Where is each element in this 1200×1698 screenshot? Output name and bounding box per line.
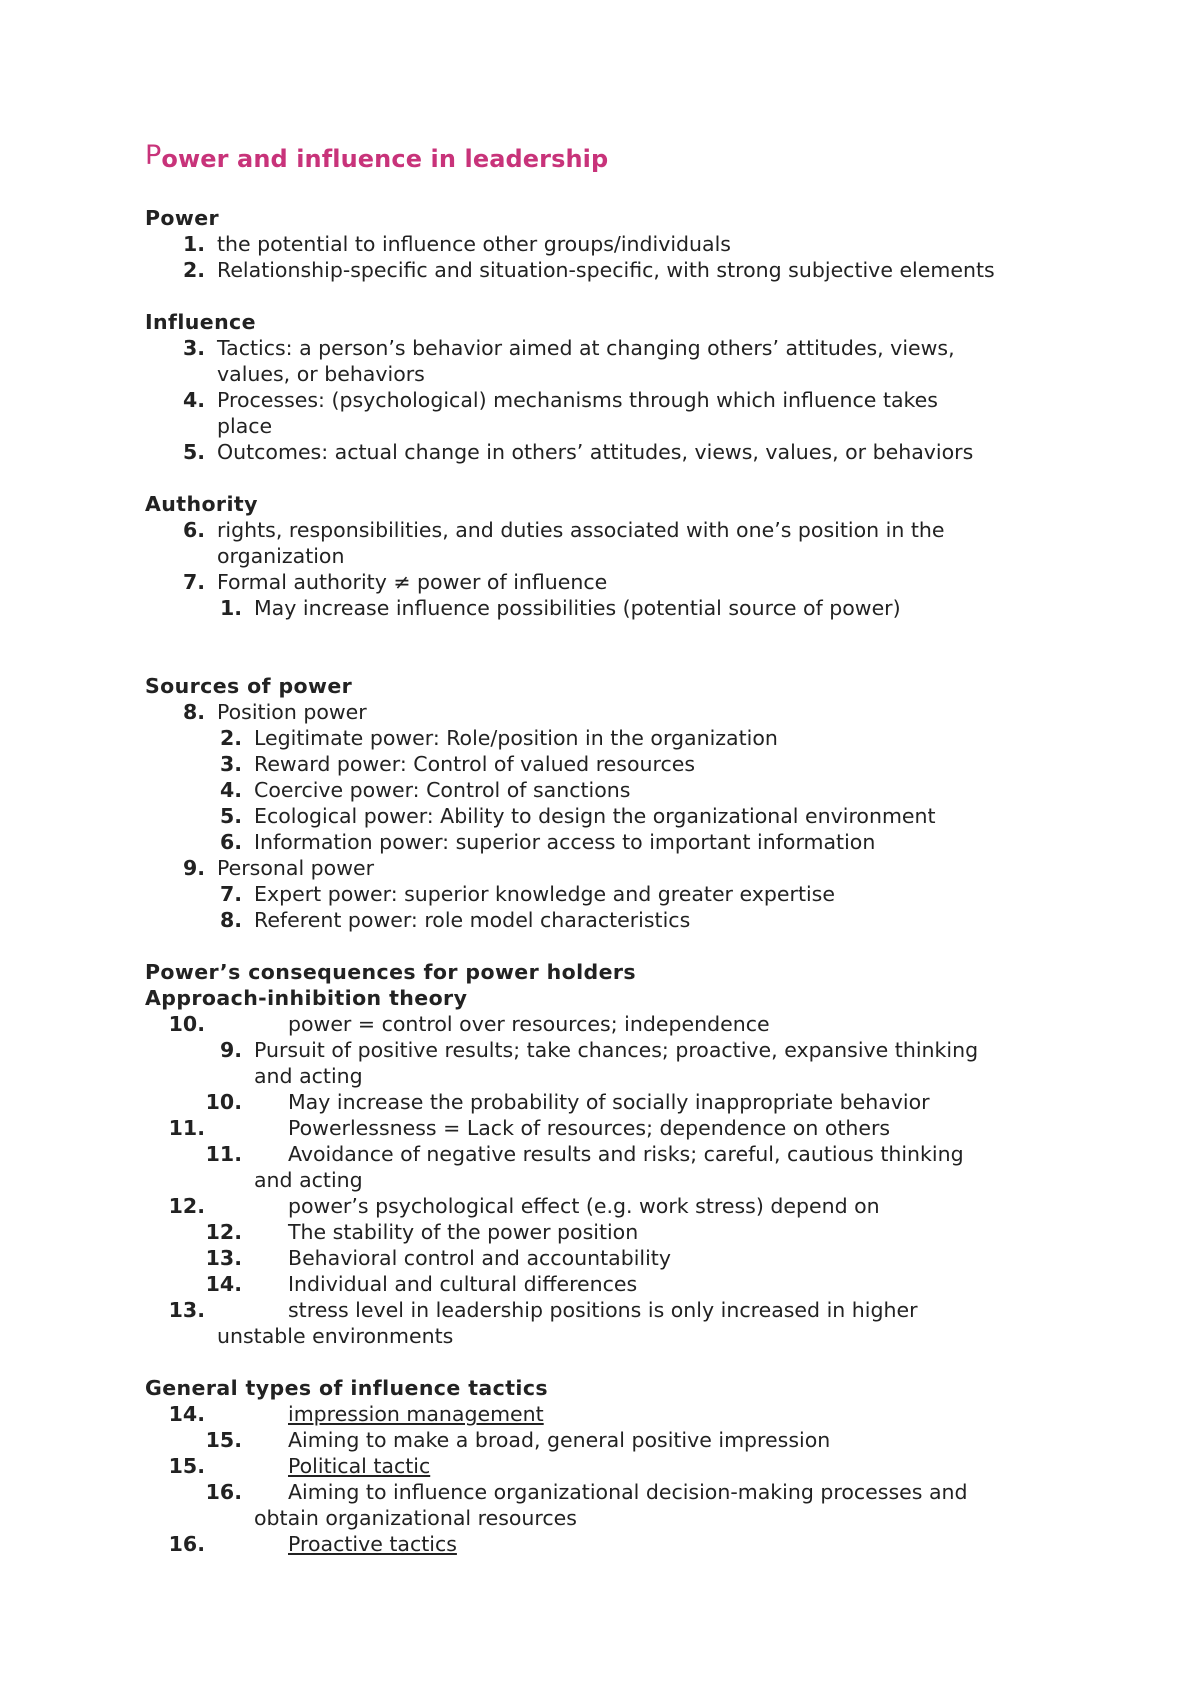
list-item: 16. Proactive tactics [168,1532,457,1556]
section-heading-tactics: General types of influence tactics [145,1376,548,1400]
list-subitem: 1. May increase influence possibilities (potential source of power) [219,596,901,620]
list-item-continuation: organization [217,544,345,568]
list-item: 3. Tactics: a person’s behavior aimed at changing others’ attitudes, views, [182,336,955,360]
list-subitem-continuation: obtain organizational resources [254,1506,577,1530]
document-body [145,205,1145,1557]
document-title [145,140,608,173]
list-item: 13. stress level in leadership positions is only increased in higher [168,1298,918,1322]
list-item-continuation: place [217,414,273,438]
list-subitem-continuation: and acting [254,1168,363,1192]
list-subitem: 9. Pursuit of positive results; take chances; proactive, expansive thinking [219,1038,979,1062]
list-subitem: 7. Expert power: superior knowledge and greater expertise [219,882,835,906]
section-heading-power: Power [145,206,220,230]
list-subitem: 13. Behavioral control and accountability [205,1246,671,1270]
section-heading-influence: Influence [145,310,256,334]
list-item: 15. Political tactic [168,1454,431,1478]
list-subitem: 6. Information power: superior access to important information [219,830,876,854]
list-item: 12. power’s psychological effect (e.g. work stress) depend on [168,1194,880,1218]
list-subitem: 16. Aiming to influence organizational decision-making processes and [205,1480,968,1504]
list-item: 2. Relationship-specific and situation-specific, with strong subjective elements [182,258,995,282]
title-text: ower and influence in leadership [161,145,609,173]
list-item-continuation: unstable environments [217,1324,454,1348]
section-heading-authority: Authority [145,492,258,516]
list-subitem-continuation: and acting [254,1064,363,1088]
list-item-continuation: values, or behaviors [217,362,425,386]
list-item: 5. Outcomes: actual change in others’ attitudes, views, values, or behaviors [182,440,974,464]
list-subitem: 2. Legitimate power: Role/position in the organization [219,726,778,750]
list-subitem: 14. Individual and cultural differences [205,1272,638,1296]
list-subitem: 10. May increase the probability of socially inappropriate behavior [205,1090,930,1114]
list-item: 4. Processes: (psychological) mechanisms through which influence takes [182,388,938,412]
list-item: 8. Position power [182,700,367,724]
list-subitem: 15. Aiming to make a broad, general positive impression [205,1428,831,1452]
list-subitem: 5. Ecological power: Ability to design the organizational environment [219,804,936,828]
section-heading-sources: Sources of power [145,674,353,698]
list-item: 10. power = control over resources; independence [168,1012,770,1036]
list-subitem: 11. Avoidance of negative results and risks; careful, cautious thinking [205,1142,964,1166]
section-subheading-approach-inhibition: Approach-inhibition theory [145,986,468,1010]
list-item: 14. impression management [168,1402,544,1426]
list-item: 1. the potential to influence other groups/individuals [182,232,731,256]
section-heading-consequences: Power’s consequences for power holders [145,960,637,984]
list-subitem: 8. Referent power: role model characteristics [219,908,691,932]
list-item: 7. Formal authority ≠ power of influence [182,570,608,594]
list-item: 6. rights, responsibilities, and duties associated with one’s position in the [182,518,945,542]
list-subitem: 4. Coercive power: Control of sanctions [219,778,631,802]
title-initial: P [145,140,162,171]
list-subitem: 12. The stability of the power position [205,1220,639,1244]
list-item: 11. Powerlessness = Lack of resources; dependence on others [168,1116,891,1140]
list-subitem: 3. Reward power: Control of valued resources [219,752,696,776]
list-item: 9. Personal power [182,856,375,880]
